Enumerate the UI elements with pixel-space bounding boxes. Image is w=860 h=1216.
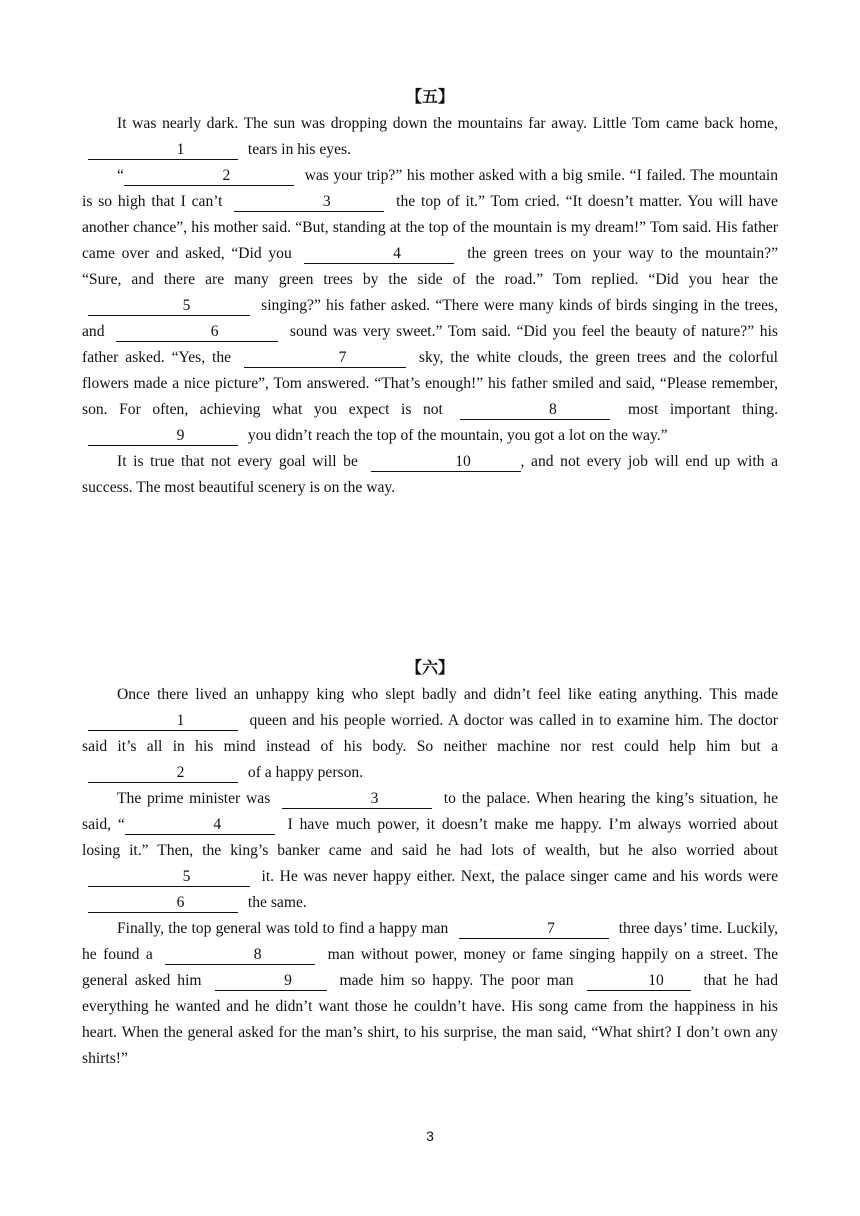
- section-five: [82, 85, 778, 501]
- blank-8[interactable]: 8: [460, 401, 610, 420]
- blank-2[interactable]: 2: [88, 764, 238, 783]
- section-title: 【五】: [405, 89, 454, 106]
- text-run: Finally, the top general was told to find a happy man: [117, 920, 449, 937]
- blank-5[interactable]: 5: [88, 868, 250, 887]
- text-run: “: [117, 167, 124, 184]
- blank-6[interactable]: 6: [88, 894, 238, 913]
- blank-7[interactable]: 7: [459, 920, 609, 939]
- text-run: that he had everything he wanted and he didn’t want those he couldn’t have. His song came from the happiness in his heart. When the general asked for the man’s shirt, to his surprise, the man said, “What shirt? I don’t own any shirts!”: [82, 972, 779, 1067]
- text-run: most important thing.: [627, 401, 778, 418]
- blank-4[interactable]: 4: [304, 245, 454, 264]
- text-run: tears in his eyes.: [247, 141, 351, 158]
- text-run: the top of it.” Tom cried. “It doesn’t matter. You will have another chance”, his mother said. “But, standing at the top of the mountain is my dream!” Tom said. His father came over and asked, “Did you: [82, 193, 778, 262]
- blank-8[interactable]: 8: [165, 946, 315, 965]
- text-run: made him so happy. The poor man: [339, 972, 574, 989]
- section-title: 【六】: [405, 660, 454, 677]
- blank-9[interactable]: 9: [215, 972, 327, 991]
- blank-1[interactable]: 1: [88, 141, 238, 160]
- text-run: I have much power, it doesn’t make me happy. I’m always worried about losing it.” Then, the king’s banker came and said he had lots of wealth, but he also worried about: [82, 816, 778, 859]
- blank-10[interactable]: 10: [371, 453, 521, 472]
- text-run: sky, the white clouds, the green trees and the colorful flowers made a nice picture”, Tom answered. “That’s enough!” his father smiled and said, “Please remember, son. For often, achieving what you expect is not: [82, 349, 779, 418]
- blank-6[interactable]: 6: [116, 323, 278, 342]
- text-run: It is true that not every goal will be: [117, 453, 358, 470]
- text-run: , and not every job will end up with a success. The most beautiful scenery is on the way.: [82, 453, 778, 496]
- text-run: the same.: [247, 894, 307, 911]
- text-run: queen and his people worried. A doctor was called in to examine him. The doctor said it’s all in his mind instead of his body. So neither machine nor rest could help him but a: [82, 712, 778, 755]
- paragraph: [82, 786, 778, 916]
- paragraph: [82, 163, 778, 449]
- blank-1[interactable]: 1: [88, 712, 238, 731]
- blank-4[interactable]: 4: [125, 816, 275, 835]
- text-run: It was nearly dark. The sun was dropping down the mountains far away. Little Tom came back home,: [117, 115, 778, 132]
- text-run: was your trip?” his mother asked with a big smile. “I failed. The mountain is so high that I can’t: [82, 167, 778, 210]
- section-six: [82, 656, 778, 1072]
- text-run: sound was very sweet.” Tom said. “Did you feel the beauty of nature?” his father asked. “Yes, the: [82, 323, 779, 366]
- text-run: it. He was never happy either. Next, the palace singer came and his words were: [261, 868, 778, 885]
- blank-3[interactable]: 3: [234, 193, 384, 212]
- text-run: three days’ time. Luckily, he found a: [82, 920, 778, 963]
- blank-7[interactable]: 7: [244, 349, 406, 368]
- blank-9[interactable]: 9: [88, 427, 238, 446]
- text-run: The prime minister was: [117, 790, 271, 807]
- paragraph: [82, 916, 778, 1072]
- blank-10[interactable]: 10: [587, 972, 691, 991]
- blank-3[interactable]: 3: [282, 790, 432, 809]
- text-run: Once there lived an unhappy king who slept badly and didn’t feel like eating anything. This made: [117, 686, 778, 703]
- blank-5[interactable]: 5: [88, 297, 250, 316]
- text-run: of a happy person.: [247, 764, 364, 781]
- blank-2[interactable]: 2: [124, 167, 294, 186]
- paragraph: [82, 449, 778, 501]
- text-run: man without power, money or fame singing happily on a street. The general asked him: [82, 946, 778, 989]
- paragraph: [82, 111, 778, 163]
- text-run: singing?” his father asked. “There were many kinds of birds singing in the trees, and: [82, 297, 778, 340]
- text-run: the green trees on your way to the mountain?” “Sure, and there are many green trees by the side of the road.” Tom replied. “Did you hear the: [82, 245, 779, 288]
- text-run: you didn’t reach the top of the mountain, you got a lot on the way.”: [247, 427, 668, 444]
- text-run: to the palace. When hearing the king’s situation, he said, “: [82, 790, 778, 833]
- paragraph: [82, 682, 778, 786]
- page-number: 3: [426, 1128, 434, 1144]
